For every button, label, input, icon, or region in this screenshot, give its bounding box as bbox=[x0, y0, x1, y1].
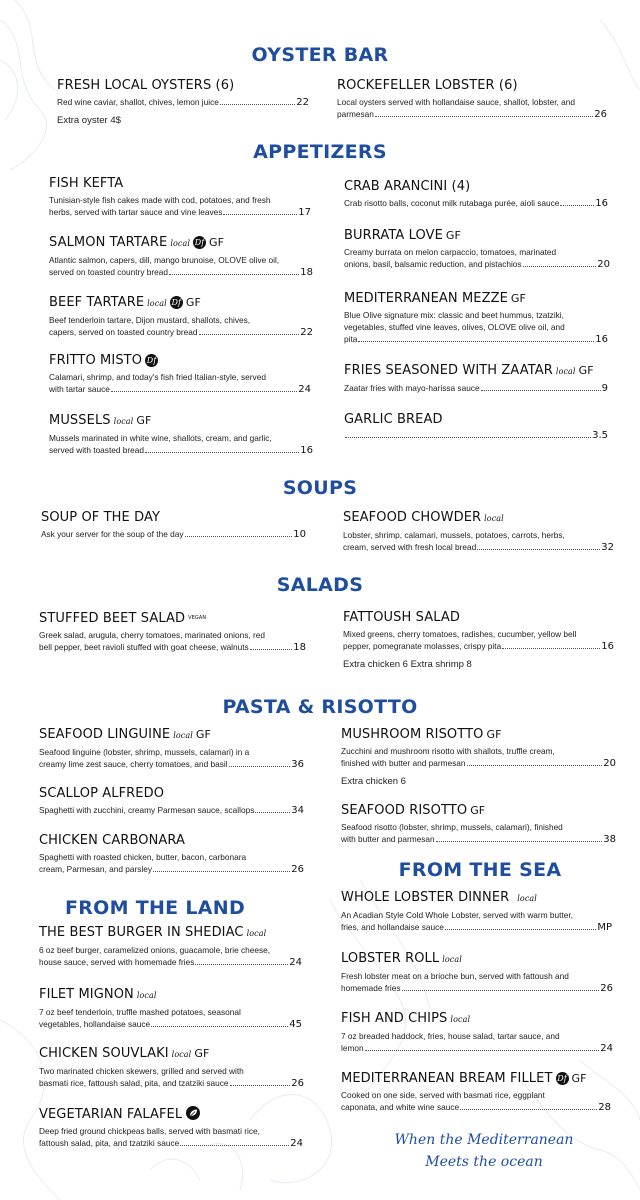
section-title-salads: SALADS bbox=[276, 574, 364, 596]
local-tag: local bbox=[113, 417, 134, 426]
item-description: Tunisian-style fish cakes made with cod, potatoes, and fresh bbox=[49, 195, 271, 205]
local-tag: local bbox=[555, 367, 576, 376]
df-badge-icon: Df bbox=[171, 298, 182, 307]
item-price: 28 bbox=[598, 1102, 611, 1113]
item-description-cont: with butter and parmesan bbox=[341, 834, 435, 844]
item-price: 22 bbox=[300, 327, 313, 338]
menu-item-fish-kefta bbox=[49, 176, 311, 219]
item-description: Ask your server for the soup of the day bbox=[41, 529, 184, 539]
item-price: 34 bbox=[291, 805, 304, 816]
tagline bbox=[368, 1129, 600, 1173]
gf-tag: GF bbox=[571, 1072, 587, 1085]
item-name: VEGETARIAN FALAFEL bbox=[39, 1107, 183, 1122]
item-description: Creamy burrata on melon carpaccio, tomatoes, marinated bbox=[344, 247, 557, 257]
menu-item-seafood-risotto bbox=[341, 803, 616, 846]
item-name: SEAFOOD LINGUINE bbox=[39, 727, 171, 742]
item-name: SOUP OF THE DAY bbox=[41, 510, 160, 525]
item-price: 26 bbox=[291, 864, 304, 875]
item-description-cont: onions, basil, balsamic reduction, and pistachios bbox=[344, 259, 522, 269]
item-name: CHICKEN CARBONARA bbox=[39, 833, 186, 848]
item-description: Fresh lobster meat on a brioche bun, served with fattoush and bbox=[341, 971, 569, 981]
item-name: SALMON TARTARE bbox=[49, 235, 168, 250]
item-name: MEDITERRANEAN BREAM FILLET bbox=[341, 1071, 553, 1086]
local-tag: local bbox=[246, 929, 267, 938]
gf-tag: GF bbox=[578, 364, 594, 377]
item-description: Mixed greens, cherry tomatoes, radishes, cucumber, yellow bell bbox=[343, 629, 577, 639]
item-description: Crab risotto balls, coconut milk rutabaga purée, aioli sauce bbox=[344, 198, 560, 208]
item-description: Cooked on one side, served with basmati rice, eggplant bbox=[341, 1090, 545, 1100]
item-price: 16 bbox=[595, 198, 608, 209]
menu-item-mediterranean-bream-fillet bbox=[341, 1071, 611, 1114]
item-description-cont: fries, and hollandaise sauce bbox=[341, 922, 444, 932]
item-description: Red wine caviar, shallot, chives, lemon juice bbox=[57, 97, 219, 107]
item-description-cont: served on toasted country bread bbox=[49, 267, 168, 277]
item-name: FATTOUSH SALAD bbox=[343, 610, 460, 625]
menu-item-fish-and-chips bbox=[341, 1011, 613, 1055]
item-price: 24 bbox=[298, 384, 311, 395]
item-description: Zaatar fries with mayo-harissa sauce bbox=[344, 383, 480, 393]
item-description: 6 oz beef burger, caramelized onions, guacamole, brie cheese, bbox=[39, 945, 271, 955]
menu-item-burrata-love bbox=[344, 228, 610, 271]
menu-item-chicken-souvlaki bbox=[39, 1046, 304, 1090]
tagline-line-1: When the Mediterranean bbox=[394, 1132, 574, 1148]
menu-item-seafood-chowder bbox=[343, 510, 614, 554]
item-description: An Acadian Style Cold Whole Lobster, served with warm butter, bbox=[341, 910, 573, 920]
item-name: GARLIC BREAD bbox=[344, 412, 443, 427]
item-price: 17 bbox=[298, 207, 311, 218]
vegan-tag: VEGAN bbox=[188, 615, 207, 621]
local-tag: local bbox=[170, 239, 191, 248]
item-name: LOBSTER ROLL bbox=[341, 951, 440, 966]
tagline-line-2: Meets the ocean bbox=[425, 1154, 543, 1170]
menu-item-stuffed-beet-salad bbox=[39, 610, 306, 654]
item-description: Atlantic salmon, capers, dill, mango brunoise, OLOVE olive oil, bbox=[49, 255, 280, 265]
section-title-from-the-sea: FROM THE SEA bbox=[398, 859, 562, 881]
item-name: SEAFOOD RISOTTO bbox=[341, 803, 468, 818]
item-description: Mussels marinated in white wine, shallots, cream, and garlic, bbox=[49, 433, 272, 443]
item-description-cont: house sauce, served with homemade fries bbox=[39, 957, 195, 967]
menu-item-fries-zaatar bbox=[344, 363, 608, 395]
section-title-pasta-risotto: PASTA & RISOTTO bbox=[222, 696, 418, 718]
item-description-end: pita bbox=[344, 334, 358, 344]
section-title-appetizers: APPETIZERS bbox=[253, 141, 387, 163]
item-name: MUSSELS bbox=[49, 413, 111, 428]
item-name: ROCKEFELLER LOBSTER (6) bbox=[337, 78, 518, 93]
gf-tag: GF bbox=[445, 229, 461, 242]
menu-item-crab-arancini bbox=[344, 179, 608, 210]
menu-item-soup-of-the-day bbox=[41, 510, 306, 541]
item-description-cont: basmati rice, fattoush salad, pita, and tzatziki sauce bbox=[39, 1078, 229, 1088]
item-price: 24 bbox=[289, 957, 302, 968]
item-description-cont: served with toasted bread bbox=[49, 445, 145, 455]
item-description: Spaghetti with roasted chicken, butter, bacon, carbonara bbox=[39, 852, 247, 862]
section-title-soups: SOUPS bbox=[282, 477, 358, 499]
local-tag: local bbox=[136, 991, 157, 1000]
item-name: FISH AND CHIPS bbox=[341, 1011, 448, 1026]
item-name: SCALLOP ALFREDO bbox=[39, 786, 165, 801]
menu-item-mushroom-risotto bbox=[341, 727, 616, 787]
section-title-oyster-bar: OYSTER BAR bbox=[251, 44, 389, 66]
df-badge-icon: Df bbox=[146, 356, 157, 365]
item-description-cont: capers, served on toasted country bread bbox=[49, 327, 198, 337]
item-description-cont: bell pepper, beet ravioli stuffed with goat cheese, walnuts bbox=[39, 642, 249, 652]
item-extra: Extra chicken 6 Extra shrimp 8 bbox=[343, 659, 472, 670]
local-tag: local bbox=[450, 1015, 471, 1024]
menu-item-mediterranean-mezze bbox=[344, 291, 608, 346]
menu-item-whole-lobster-dinner bbox=[341, 890, 612, 934]
item-extra: Extra chicken 6 bbox=[341, 776, 406, 787]
item-name: FRIES SEASONED WITH ZAATAR bbox=[344, 363, 553, 378]
item-name: BEEF TARTARE bbox=[49, 295, 145, 310]
item-description: Spaghetti with zucchini, creamy Parmesan sauce, scallops bbox=[39, 805, 255, 815]
item-name: THE BEST BURGER IN SHEDIAC bbox=[39, 925, 244, 940]
menu-item-fresh-local-oysters bbox=[57, 78, 309, 126]
menu-item-seafood-linguine bbox=[39, 727, 304, 771]
leaf-icon bbox=[186, 1106, 200, 1120]
item-description-cont: lemon bbox=[341, 1043, 364, 1053]
item-description: Blue Olive signature mix: classic and beet hummus, tzatziki, bbox=[344, 310, 564, 320]
item-description: Deep fried ground chickpeas balls, served with basmati rice, bbox=[39, 1126, 260, 1136]
item-description: Calamari, shrimp, and today's fish fried Italian-style, served bbox=[49, 372, 266, 382]
df-badge-icon: Df bbox=[194, 238, 205, 247]
item-name: FILET MIGNON bbox=[39, 987, 134, 1002]
item-price: MP bbox=[597, 922, 612, 933]
item-description: Beef tenderloin tartare, Dijon mustard, shallots, chives, bbox=[49, 315, 251, 325]
item-price: 24 bbox=[290, 1138, 303, 1149]
item-price: 16 bbox=[601, 641, 614, 652]
item-description: Seafood risotto (lobster, shrimp, mussels, calamari), finished bbox=[341, 822, 563, 832]
local-tag: local bbox=[442, 955, 462, 964]
menu-item-chicken-carbonara bbox=[39, 833, 304, 876]
item-price: 22 bbox=[296, 97, 309, 108]
gf-tag: GF bbox=[136, 414, 152, 427]
item-description-cont: homemade fries bbox=[341, 983, 401, 993]
item-description: 7 oz breaded haddock, fries, house salad, tartar sauce, and bbox=[341, 1031, 560, 1041]
section-title-from-the-land: FROM THE LAND bbox=[64, 897, 246, 919]
menu-item-fritto-misto bbox=[49, 353, 311, 396]
item-name: MEDITERRANEAN MEZZE bbox=[344, 291, 508, 306]
item-name: CRAB ARANCINI (4) bbox=[344, 179, 471, 194]
gf-tag: GF bbox=[194, 1047, 210, 1060]
menu-item-salmon-tartare bbox=[49, 235, 313, 279]
item-name: CHICKEN SOUVLAKI bbox=[39, 1046, 169, 1061]
item-description: Two marinated chicken skewers, grilled and served with bbox=[39, 1066, 244, 1076]
item-price: 38 bbox=[603, 834, 616, 845]
item-description: Zucchini and mushroom risotto with shallots, truffle cream, bbox=[341, 746, 555, 756]
item-extra: Extra oyster 4$ bbox=[57, 115, 121, 126]
item-price: 18 bbox=[300, 267, 313, 278]
item-name: FRESH LOCAL OYSTERS (6) bbox=[57, 78, 235, 93]
item-price: 16 bbox=[300, 445, 313, 456]
item-price: 18 bbox=[293, 642, 306, 653]
menu-item-rockefeller-lobster bbox=[337, 78, 607, 121]
item-price: 26 bbox=[594, 109, 607, 120]
item-name: WHOLE LOBSTER DINNER bbox=[341, 890, 510, 905]
item-description-cont: caponata, and white wine sauce bbox=[341, 1102, 460, 1112]
menu-item-best-burger-shediac bbox=[39, 925, 302, 969]
item-description-cont: creamy lime zest sauce, cherry tomatoes, and basil bbox=[39, 759, 228, 769]
item-price: 26 bbox=[600, 983, 613, 994]
item-description-cont: cream, served with fresh local bread bbox=[343, 542, 477, 552]
menu-item-fattoush-salad bbox=[343, 610, 614, 670]
menu-item-lobster-roll bbox=[341, 951, 613, 995]
df-badge-icon: Df bbox=[557, 1074, 567, 1083]
item-description-cont: fattoush salad, pita, and tzatziki sauce bbox=[39, 1138, 180, 1148]
item-description: Local oysters served with hollandaise sauce, shallot, lobster, and bbox=[337, 97, 575, 107]
item-name: FRITTO MISTO bbox=[49, 353, 143, 368]
item-description-cont: parmesan bbox=[337, 109, 374, 119]
menu-item-mussels bbox=[49, 413, 313, 457]
item-name: FISH KEFTA bbox=[49, 176, 124, 191]
item-description: Lobster, shrimp, calamari, mussels, potatoes, carrots, herbs, bbox=[343, 530, 565, 540]
menu-item-filet-mignon bbox=[39, 987, 302, 1031]
local-tag: local bbox=[484, 514, 504, 523]
gf-tag: GF bbox=[510, 292, 526, 305]
item-price: 32 bbox=[601, 542, 614, 553]
item-price: 36 bbox=[291, 759, 304, 770]
menu-item-garlic-bread bbox=[344, 412, 608, 442]
item-description-cont: vegetables, hollandaise sauce bbox=[39, 1019, 151, 1029]
item-price: 3.5 bbox=[592, 430, 608, 441]
item-description-cont: herbs, served with tartar sauce and vine leaves bbox=[49, 207, 223, 217]
item-description-cont: pepper, pomegranate molasses, crispy pita bbox=[343, 641, 502, 651]
gf-tag: GF bbox=[470, 804, 486, 817]
item-price: 20 bbox=[603, 758, 616, 769]
menu-item-scallop-alfredo bbox=[39, 786, 304, 817]
item-description-cont: with tartar sauce bbox=[49, 384, 110, 394]
item-description-cont: vegetables, stuffed vine leaves, olives, OLOVE olive oil, and bbox=[344, 322, 565, 332]
item-name: BURRATA LOVE bbox=[344, 228, 443, 243]
gf-tag: GF bbox=[209, 236, 225, 249]
item-name: SEAFOOD CHOWDER bbox=[343, 510, 482, 525]
gf-tag: GF bbox=[486, 728, 502, 741]
item-price: 45 bbox=[289, 1019, 302, 1030]
local-tag: local bbox=[147, 299, 167, 308]
item-description: Seafood linguine (lobster, shrimp, mussels, calamari) in a bbox=[39, 747, 250, 757]
item-name: STUFFED BEET SALAD bbox=[39, 611, 186, 626]
item-price: 20 bbox=[597, 259, 610, 270]
item-description: Greek salad, arugula, cherry tomatoes, marinated onions, red bbox=[39, 630, 265, 640]
local-tag: local bbox=[517, 894, 537, 903]
item-price: 9 bbox=[601, 383, 608, 394]
item-name: MUSHROOM RISOTTO bbox=[341, 727, 484, 742]
menu-item-vegetarian-falafel bbox=[39, 1106, 303, 1150]
gf-tag: GF bbox=[185, 296, 201, 309]
item-price: 26 bbox=[291, 1078, 304, 1089]
local-tag: local bbox=[171, 1050, 192, 1059]
item-price: 16 bbox=[595, 334, 608, 345]
item-description-cont: cream, Parmesan, and parsley bbox=[39, 864, 152, 874]
item-price: 10 bbox=[293, 529, 306, 540]
local-tag: local bbox=[173, 731, 193, 740]
gf-tag: GF bbox=[195, 728, 211, 741]
item-description-cont: finished with butter and parmesan bbox=[341, 758, 466, 768]
menu-item-beef-tartare bbox=[49, 295, 313, 339]
item-price: 24 bbox=[600, 1043, 613, 1054]
item-description: 7 oz beef tenderloin, truffle mashed potatoes, seasonal bbox=[39, 1007, 241, 1017]
